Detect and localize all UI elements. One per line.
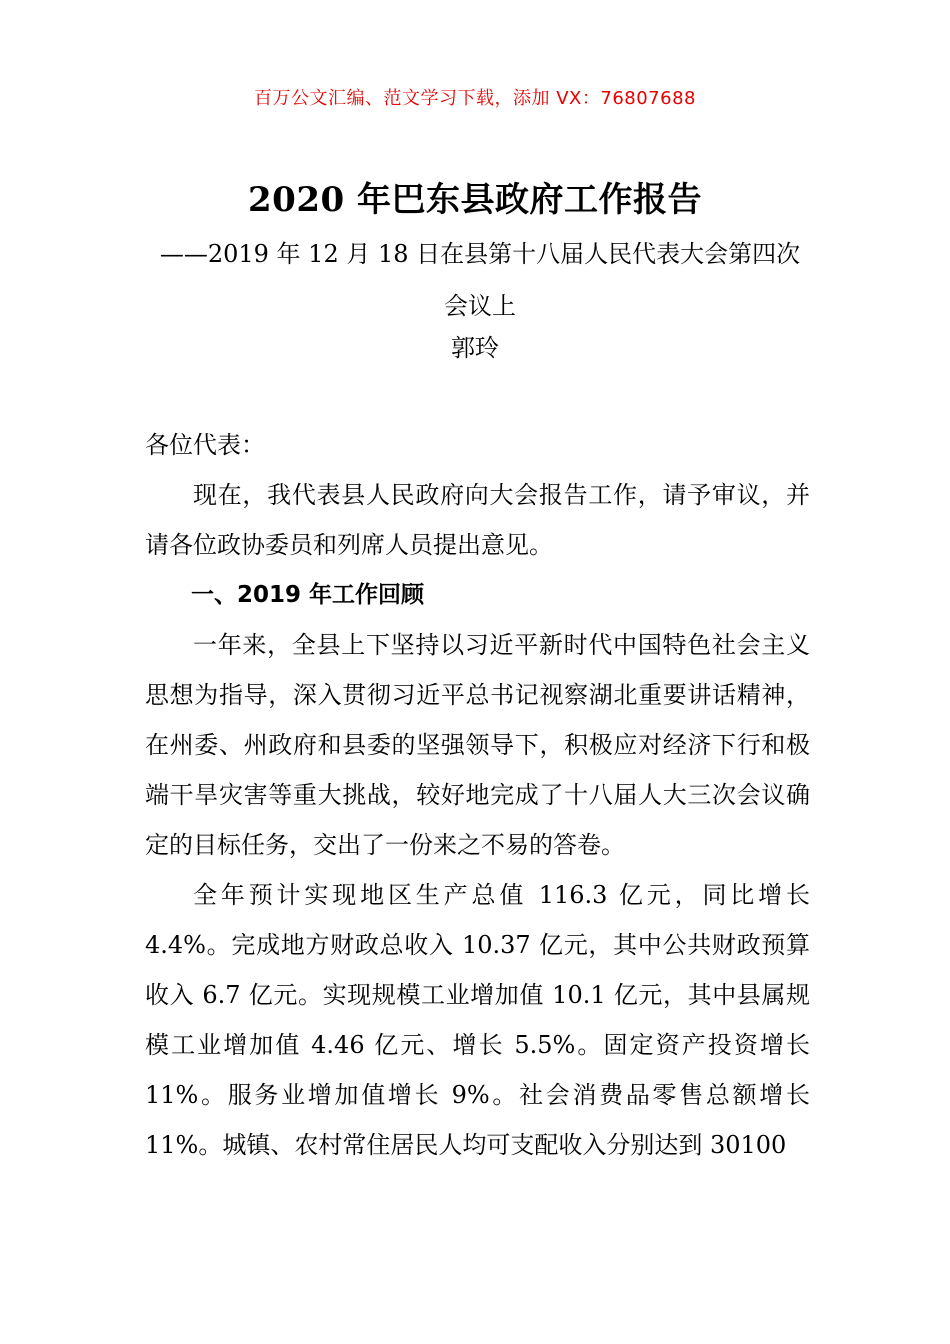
intro-paragraph: 现在，我代表县人民政府向大会报告工作，请予审议，并请各位政协委员和列席人员提出意见。: [145, 481, 810, 559]
salutation: 各位代表：: [145, 431, 265, 459]
paragraph-statistics: 全年预计实现地区生产总值 116.3 亿元，同比增长 4.4%。完成地方财政总收入 10.37 亿元，其中公共财政预算收入 6.7 亿元。实现规模工业增加值 10.1 亿元，其中县属规模工业增加值 4.46 亿元、增长 5.5%。固定资产投资增长 11%。服务业增加值增长 9%。社会消费品零售总额增长 11%。城镇、农村常住居民人均可支配收入分别达到 30100: [145, 881, 810, 1159]
section-heading: 一、2019 年工作回顾: [191, 582, 425, 608]
document-subtitle: ——2019 年 12 月 18 日在县第十八届人民代表大会第四次会议上: [159, 240, 801, 320]
paragraph-overview: 一年来，全县上下坚持以习近平新时代中国特色社会主义思想为指导，深入贯彻习近平总书记视察湖北重要讲话精神，在州委、州政府和县委的坚强领导下，积极应对经济下行和极端干旱灾害等重大挑战，较好地完成了十八届人大三次会议确定的目标任务，交出了一份来之不易的答卷。: [145, 631, 810, 859]
watermark-text: 百万公文汇编、范文学习下载，添加 VX：76807688: [254, 88, 696, 109]
document-body: [145, 420, 810, 1170]
document-title: 2020 年巴东县政府工作报告: [248, 180, 702, 220]
author-name: 郭玲: [451, 334, 499, 362]
